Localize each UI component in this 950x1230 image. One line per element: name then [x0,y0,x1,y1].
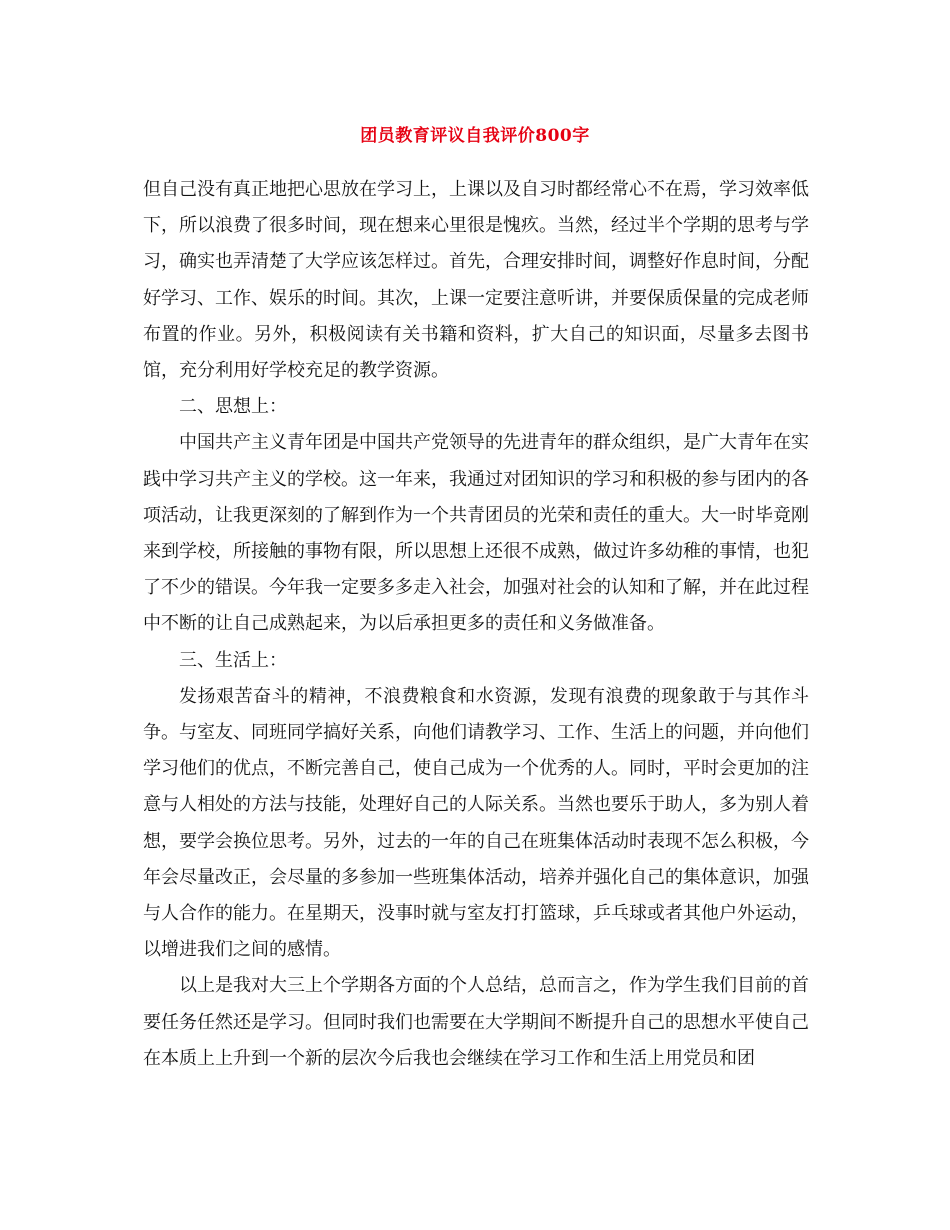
paragraph-summary: 以上是我对大三上个学期各方面的个人总结，总而言之，作为学生我们目前的首要任务任然还是学习。但同时我们也需要在大学期间不断提升自己的思想水平使自己在本质上上升到一个新的层次今后我也会继续在学习工作和生活上用党员和团 [143,975,809,1069]
section-heading-thought: 二、思想上： [179,396,287,418]
paragraph-study: 但自己没有真正地把心思放在学习上，上课以及自习时都经常心不在焉，学习效率低下，所以浪费了很多时间，现在想来心里很是愧疚。当然，经过半个学期的思考与学习，确实也弄清楚了大学应该怎样过。首先，合理安排时间，调整好作息时间，分配好学习、工作、娱乐的时间。其次，上课一定要注意听讲，并要保质保量的完成老师布置的作业。另外，积极阅读有关书籍和资料，扩大自己的知识面，尽量多去图书馆，充分利用好学校充足的教学资源。 [143,179,809,382]
document-body [143,172,809,1077]
paragraph-life: 发扬艰苦奋斗的精神，不浪费粮食和水资源，发现有浪费的现象敢于与其作斗争。与室友、同班同学搞好关系，向他们请教学习、工作、生活上的问题，并向他们学习他们的优点，不断完善自己，使自己成为一个优秀的人。同时，平时会更加的注意与人相处的方法与技能，处理好自己的人际关系。当然也要乐于助人，多为别人着想，要学会换位思考。另外，过去的一年的自己在班集体活动时表现不怎么积极，今年会尽量改正，会尽量的多参加一些班集体活动，培养并强化自己的集体意识，加强与人合作的能力。在星期天，没事时就与室友打打篮球，乒乓球或者其他户外运动，以增进我们之间的感情。 [143,685,809,961]
paragraph-thought: 中国共产主义青年团是中国共产党领导的先进青年的群众组织，是广大青年在实践中学习共产主义的学校。这一年来，我通过对团知识的学习和积极的参与团内的各项活动，让我更深刻的了解到作为一个共青团员的光荣和责任的重大。大一时毕竟刚来到学校，所接触的事物有限，所以思想上还很不成熟，做过许多幼稚的事情，也犯了不少的错误。今年我一定要多多走入社会，加强对社会的认知和了解，并在此过程中不断的让自己成熟起来，为以后承担更多的责任和义务做准备。 [143,432,809,635]
section-heading-life: 三、生活上： [179,649,287,671]
document-title: 团员教育评议自我评价800字 [360,126,590,146]
